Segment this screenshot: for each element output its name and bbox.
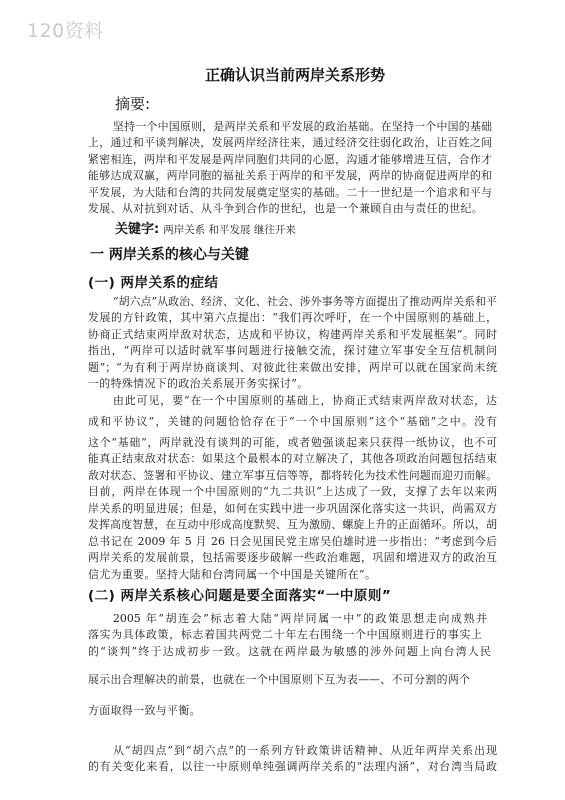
abstract-line: 紧密相连，两岸和平发展是两岸同胞们共同的心愿，沟通才能够增进互信，合作才 (88, 152, 492, 166)
paragraph-line: 信尤为重要。坚持大陆和台湾同属一个中国是关键所在”。 (88, 567, 377, 581)
paragraph-line: 协商正式结束两岸敌对状态，达成和平协议，构建两岸关系和平发展框架”。同时 (88, 327, 497, 341)
paragraph-line: 这个“基础”，两岸就没有谈判的可能，或者勉强谈起来只获得一纸协议，也不可 (88, 435, 497, 449)
paragraph-line: 敌对状态、签署和平协议、建立军事互信等等，都将转化为技术性问题而迎刃而解。 (88, 468, 497, 482)
paragraph-line: 总书记在 2009 年 5 月 26 日会见国民党主席吴伯雄时进一步指出：“考虑到今后 (88, 534, 497, 548)
paragraph-line: 指出，“两岸可以适时就军事问题进行接触交流，探讨建立军事安全互信机制问 (88, 344, 497, 357)
paragraph-line: 题”；“为有利于两岸协商谈判、对彼此往来做出安排，两岸可以就在国家尚未统 (88, 360, 497, 374)
abstract-line: 发展、从对抗到对话、从斗争到合作的世纪，也是一个兼顾自由与责任的世纪。 (88, 202, 484, 215)
abstract-line: 能够达成双赢，两岸同胞的福祉关系于两岸的和平发展，两岸的协商促进两岸的和 (88, 169, 492, 182)
paragraph-line: 能真正结束敌对状态：如果这个最根本的对立解决了，其他各项政治问题包括结束 (88, 452, 497, 465)
subsection-heading: (二) 两岸关系核心问题是要全面落实“一中原则” (88, 588, 392, 604)
paragraph-line: 成和平协议”，关键的问题恰恰存在于“一个中国原则”这个“基础”之中。没有 (88, 414, 497, 428)
paragraph-line: 岸关系的明显进展；但是，如何在实践中进一步巩固深化落实这一共识，尚需双方 (88, 501, 497, 515)
section-heading: 一 两岸关系的核心与关键 (90, 247, 249, 263)
keywords-text: 两岸关系 和平发展 继往开来 (163, 223, 296, 236)
paragraph-line: 从“胡四点”到“胡六点”的一系列方针政策讲话精神、从近年两岸关系出现 (113, 743, 497, 757)
paragraph-line: 由此可见，要“在一个中国原则的基础上，协商正式结束两岸敌对状态，达 (113, 393, 497, 407)
paragraph-line: 发挥高度智慧，在互动中形成高度默契、互为激励、螺旋上升的正面循环。所以，胡 (88, 518, 497, 531)
paragraph-line: 的有关变化来看，以往一中原则单纯强调两岸关系的“法理内涵”，对台湾当局政 (88, 760, 497, 773)
paragraph-line: 方面取得一致与平衡。 (88, 703, 201, 717)
document-title: 正确认识当前两岸关系形势 (205, 66, 386, 84)
paragraph-line: 落实为具体政策，标志着国共两党二十年左右围绕一个中国原则进行的事实上 (88, 628, 482, 641)
abstract-line: 上，通过和平谈判解决，发展两岸经济往来，通过经济交往弱化政治，让百姓之间 (88, 136, 492, 149)
paragraph-line: 一的特殊情况下的政治关系展开务实探讨”。 (88, 377, 309, 390)
abstract-line: 平发展，为大陆和台湾的共同发展奠定坚实的基础。二十一世纪是一个追求和平与 (88, 185, 492, 199)
abstract-line: 坚持一个中国原则，是两岸关系和平发展的政治基础。在坚持一个中国的基础 (113, 119, 492, 133)
keywords-label: 关键字: (115, 221, 160, 237)
paragraph-line: 发展的方针政策，其中第六点提出：“我们再次呼吁，在一个中国原则的基础上， (88, 311, 497, 324)
paragraph-line: 的“谈判”终于达成初步一致。这就在两岸最为敏感的涉外问题上向台湾人民 (88, 644, 491, 658)
paragraph-line: 两岸关系的发展前景，包括需要逐步破解一些政治难题，巩固和增进双方的政治互 (88, 551, 497, 564)
paragraph-line: 展示出合理解决的前景，也就在一个中国原则下互为表——、不可分割的两个 (88, 672, 470, 686)
watermark: 120资料 (27, 20, 104, 42)
abstract-label: 摘要: (115, 95, 151, 113)
keywords (115, 219, 296, 239)
paragraph-line: 目前，两岸在体现一个中国原则的“九二共识”上达成了一致，支撑了去年以来两 (88, 485, 497, 498)
paragraph-line: 2005 年“胡连会”标志着大陆“两岸同属一中”的政策思想走向成熟并 (113, 611, 487, 625)
paragraph-line: “胡六点”从政治、经济、文化、社会、涉外事务等方面提出了推动两岸关系和平 (113, 294, 497, 308)
subsection-heading: (一) 两岸关系的症结 (88, 275, 219, 291)
